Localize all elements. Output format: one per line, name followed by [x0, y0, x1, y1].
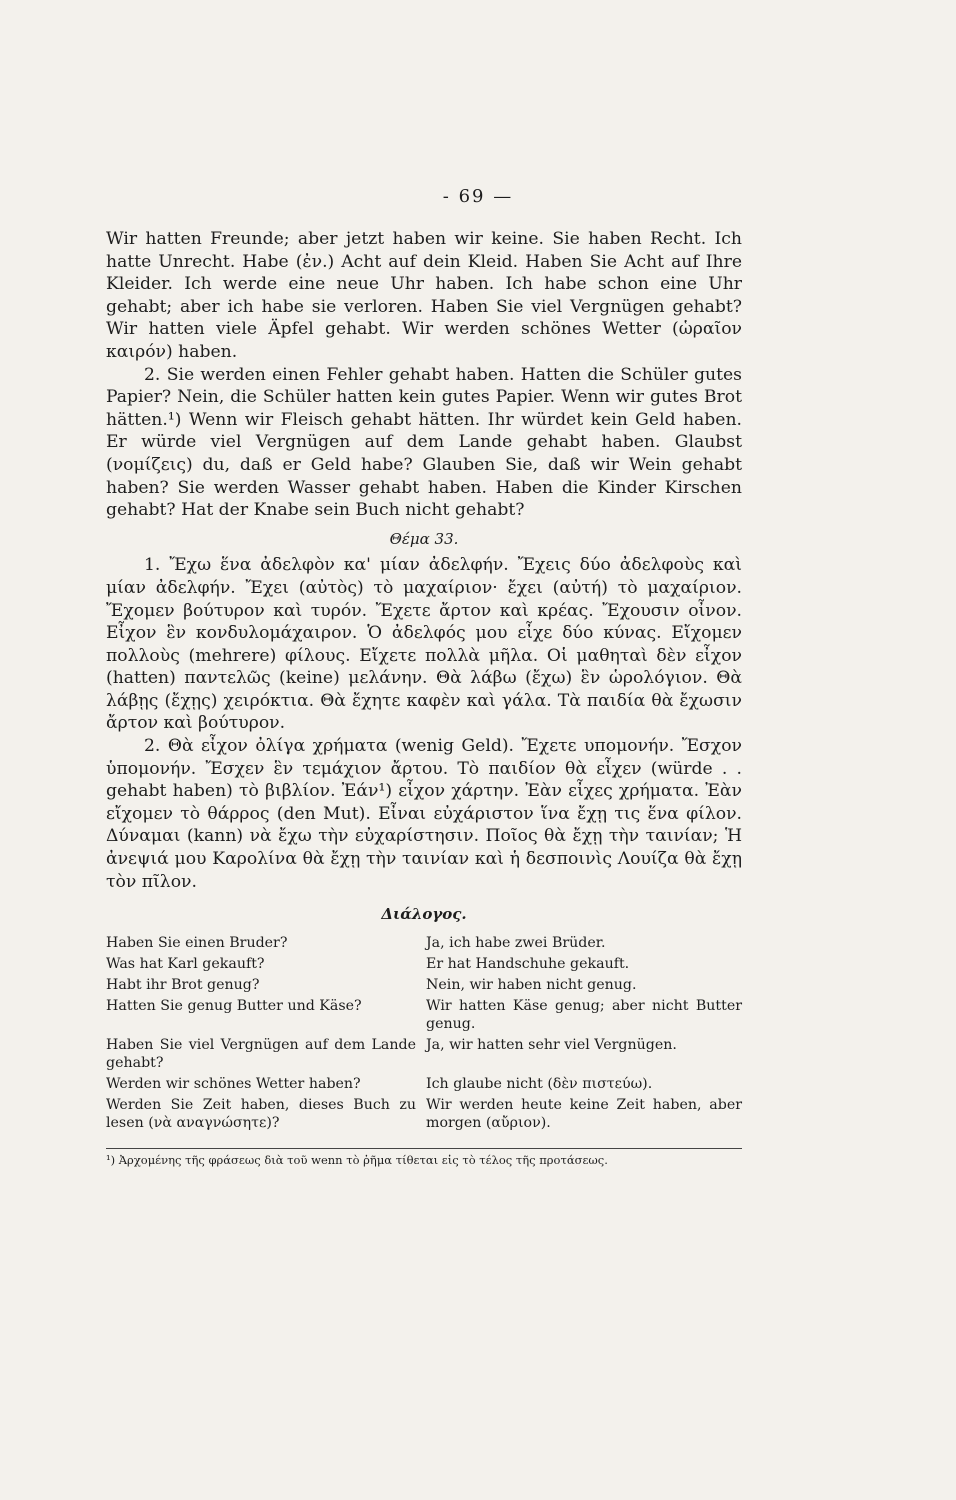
dialogue-question: Werden wir schönes Wetter haben?: [106, 1075, 361, 1092]
footnote-divider: [106, 1148, 742, 1149]
german-paragraph-1: Wir hatten Freunde; aber jetzt haben wir keine. Sie haben Recht. Ich hatte Unrecht. Habe (ἐν.) Acht auf dein Kleid. Haben Sie Acht auf Ihre Kleider. Ich werde eine neue Uhr haben. Ich habe schon eine Uhr gehabt; aber ich habe sie verloren. Haben Sie viel Vergnügen gehabt? Wir hatten viele Äpfel gehabt. Wir werden schönes Wetter (ὡραῖον καιρόν) haben.: [106, 229, 742, 362]
dialogue-question: Was hat Karl gekauft?: [106, 955, 265, 972]
dialogue-question: Haben Sie viel Vergnügen auf dem Lande gehabt?: [106, 1036, 416, 1071]
dialogue-answer: Ich glaube nicht (δὲν πιστεύω).: [426, 1075, 653, 1092]
greek-paragraph-1: 1. Ἔχω ἕνα ἀδελφὸν κα' μίαν ἀδελφήν. Ἔχεις δύο ἀδελφοὺς καὶ μίαν ἀδελφήν. Ἔχει (αὐτὸς) τὸ μαχαίριον· ἔχει (αὐτή) τὸ μαχαίριον. Ἔχομεν βούτυρον καὶ τυρόν. Ἔχετε ἄρτον καὶ κρέας. Ἔχουσιν οἶνον. Εἶχον ἓν κονδυλομάχαιρον. Ὁ ἀδελφός μου εἶχε δύο κύνας. Εἴχομεν πολλοὺς (mehrere) φίλους. Εἴχετε πολλὰ μῆλα. Οἱ μαθηταὶ δὲν εἶχον (hatten) παντελῶς (keine) μελάνην. Θὰ λάβω (ἔχω) ἓν ὡρολόγιον. Θὰ λάβῃς (ἔχῃς) χειρόκτια. Θὰ ἔχητε καφὲν καὶ γάλα. Τὰ παιδία θὰ ἔχωσιν ἄρτον καὶ βούτυρον.: [106, 555, 742, 734]
dialogue-question: Werden Sie Zeit haben, dieses Buch zu lesen (νὰ αναγνώσητε)?: [106, 1096, 416, 1131]
dialogue-question: Haben Sie einen Bruder?: [106, 934, 288, 951]
dialogue-answer: Wir werden heute keine Zeit haben, aber morgen (αὔριον).: [426, 1096, 742, 1131]
footnote: ¹) Ἀρχομένης τῆς φράσεως διὰ τοῦ wenn τὸ ῥῆμα τίθεται εἰς τὸ τέλος τῆς προτάσεως.: [106, 1152, 608, 1167]
dialogue-answer: Wir hatten Käse genug; aber nicht Butter genug.: [426, 997, 742, 1032]
greek-paragraph-2: 2. Θὰ εἶχον ὀλίγα χρήματα (wenig Geld). Ἔχετε υπομονήν. Ἔσχον ὑπομονήν. Ἔσχεν ἓν τεμάχιον ἄρτου. Τὸ παιδίον θὰ εἶχεν (würde . . gehabt haben) τὸ βιβλίον. Ἐάν¹) εἶχον χάρτην. Ἐὰν εἶχες χρήματα. Ἐὰν εἴχομεν τὸ θάρρος (den Mut). Εἶναι εὐχάριστον ἵνα ἔχῃ τις ἕνα φίλον. Δύναμαι (kann) νὰ ἔχω τὴν εὐχαρίστησιν. Ποῖος θὰ ἔχῃ τὴν ταινίαν; Ἡ ἀνεψιά μου Καρολίνα θὰ ἔχῃ τὴν ταινίαν καὶ ἡ δεσποινὶς Λουίζα θὰ ἔχῃ τὸν πῖλον.: [106, 736, 742, 892]
dialogue-question: Hatten Sie genug Butter und Käse?: [106, 997, 362, 1014]
dialogue-answer: Er hat Handschuhe gekauft.: [426, 955, 630, 972]
dialogue-answer: Ja, wir hatten sehr viel Vergnügen.: [426, 1036, 677, 1053]
dialogue-question: Habt ihr Brot genug?: [106, 976, 260, 993]
page-body: [106, 228, 742, 1167]
dialogue-title: Διάλογος.: [381, 905, 467, 924]
page-number: - 69 —: [442, 186, 514, 207]
german-paragraph-2: 2. Sie werden einen Fehler gehabt haben. Hatten die Schüler gutes Papier? Nein, die Schüler hatten kein gutes Papier. Wenn wir gutes Brot hätten.¹) Wenn wir Fleisch gehabt hätten. Ihr würdet kein Geld haben. Er würde viel Vergnügen auf dem Lande gehabt haben. Glaubst (νομίζεις) du, daß er Geld habe? Glauben Sie, daß wir Wein gehabt haben? Sie werden Wasser gehabt haben. Haben die Kinder Kirschen gehabt? Hat der Knabe sein Buch nicht gehabt?: [106, 364, 742, 521]
section-title: Θέμα 33.: [389, 529, 459, 548]
dialogue-answer: Nein, wir haben nicht genug.: [426, 976, 637, 993]
dialogue-answer: Ja, ich habe zwei Brüder.: [426, 934, 606, 951]
dialogue-table: [106, 934, 742, 1132]
